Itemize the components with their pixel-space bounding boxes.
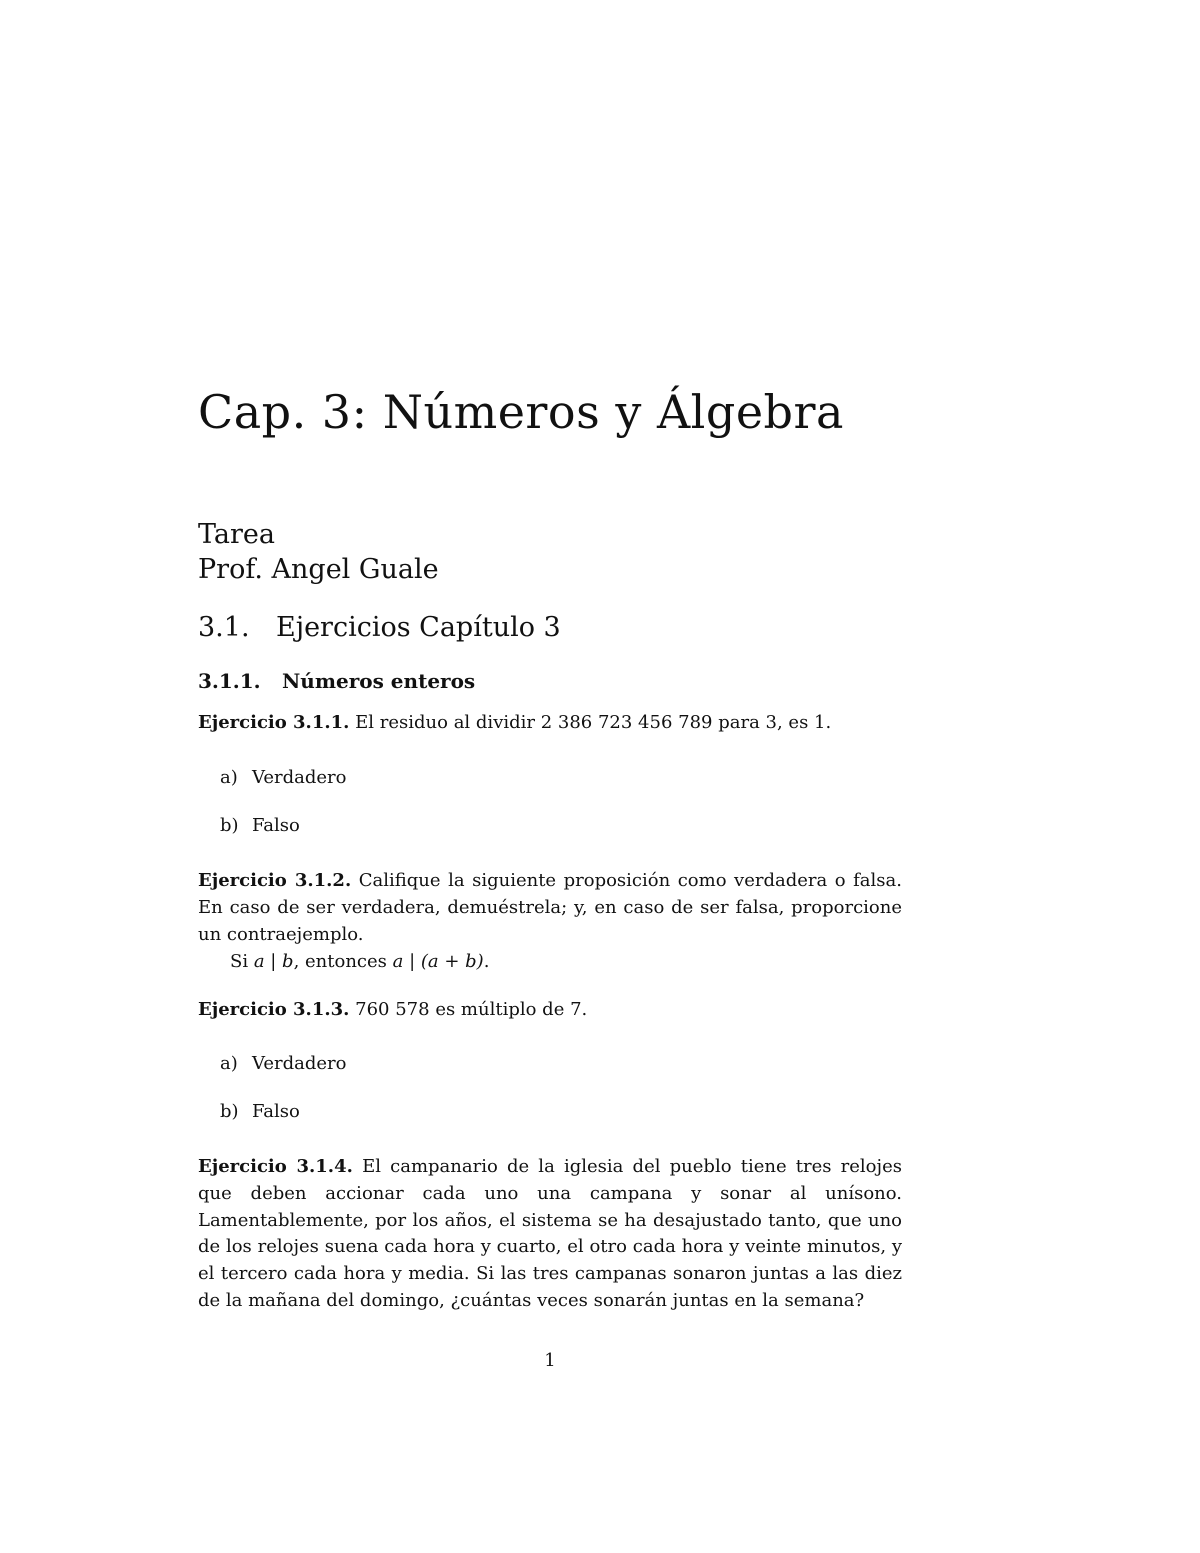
subsection-number: 3.1.1. [198,669,261,693]
page-number: 1 [544,1350,556,1371]
professor-name: Prof. Angel Guale [198,554,439,585]
option-text: Verdadero [252,1053,347,1074]
exercise-label: Ejercicio 3.1.1. [198,712,350,733]
subsection-heading [198,667,475,695]
exercise-3-option-b [220,1099,300,1125]
exercise-text: El residuo al dividir 2 386 723 456 789 para 3, es 1. [355,712,832,733]
option-key: a) [220,767,238,788]
exercise-3-option-a [220,1051,346,1077]
subsection-title: Números enteros [282,669,476,693]
option-text: Falso [252,815,300,836]
option-key: b) [220,1101,239,1122]
option-key: a) [220,1053,238,1074]
option-text: Verdadero [252,767,347,788]
exercise-2-statement [198,949,934,976]
exercise-text: 760 578 es múltiplo de 7. [355,999,588,1020]
option-key: b) [220,815,239,836]
assignment-label: Tarea [198,519,275,550]
option-text: Falso [252,1101,300,1122]
statement-math-1: a | b [253,951,294,972]
exercise-label: Ejercicio 3.1.4. [198,1156,353,1177]
exercise-2 [198,868,902,948]
statement-middle: , entonces [293,951,393,972]
exercise-label: Ejercicio 3.1.2. [198,870,352,891]
exercise-label: Ejercicio 3.1.3. [198,999,350,1020]
exercise-4 [198,1154,902,1315]
section-heading [198,610,561,646]
section-number: 3.1. [198,612,250,643]
section-title: Ejercicios Capítulo 3 [276,612,561,643]
exercise-3 [198,997,902,1024]
exercise-1 [198,710,902,737]
chapter-title: Cap. 3: Números y Álgebra [198,385,844,439]
exercise-1-option-b [220,813,300,839]
exercise-text: Califique la siguiente proposición como verdadera o falsa. En caso de ser verdadera, demuéstrela; y, en caso de ser falsa, proporcione un contraejemplo. [198,870,902,945]
exercise-1-option-a [220,765,346,791]
statement-suffix: . [483,951,490,972]
statement-math-2: a | (a + b) [392,951,484,972]
exercise-text: El campanario de la iglesia del pueblo tiene tres relojes que deben accionar cada uno una campana y sonar al unísono. Lamentablemente, por los años, el sistema se ha desajustado tanto, que uno de los relojes suena cada hora y cuarto, el otro cada hora y veinte minutos, y el tercero cada hora y media. Si las tres campanas sonaron juntas a las diez de la mañana del domingo, ¿cuántas veces sonarán juntas en la semana? [198,1156,902,1311]
statement-prefix: Si [230,951,254,972]
